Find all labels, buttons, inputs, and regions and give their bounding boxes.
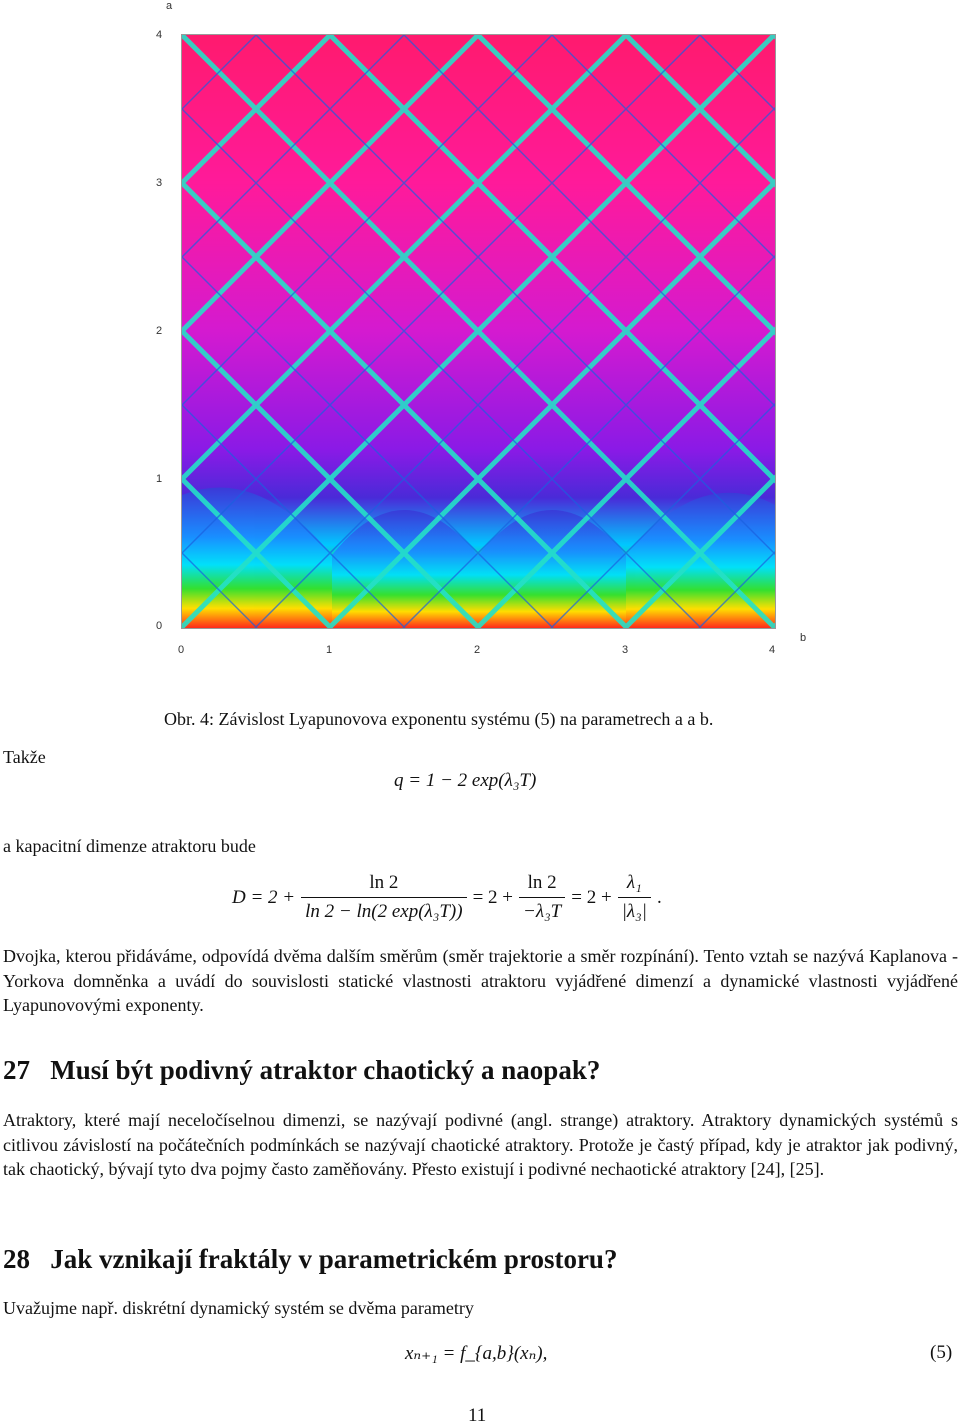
text-takze: Takže bbox=[3, 747, 46, 767]
y-tick-2: 2 bbox=[156, 325, 163, 337]
lyapunov-fractal-plot bbox=[181, 34, 776, 629]
lyapunov-fractal-svg bbox=[182, 35, 775, 628]
equation-5-label: (5) bbox=[930, 1342, 953, 1363]
eq-D-frac1-den: ln 2 − ln(2 exp(λ₃T)) bbox=[305, 901, 463, 922]
paragraph-kaplan-yorke: Dvojka, kterou přidáváme, odpovídá dvěma dalším směrům (směr trajektorie a směr rozpínání). Tento vztah se nazývá Kaplanova - Yorkova domněnka a uvádí do souvislosti statické vlastnosti atraktoru vyjádřené dimenzí a dynamické vlastnosti vyjádřené Lyapunovovými exponenty. bbox=[3, 946, 958, 1015]
x-axis-label: b bbox=[800, 632, 807, 644]
x-tick-2: 2 bbox=[474, 644, 481, 656]
eq-D-frac2 bbox=[519, 872, 565, 923]
y-tick-0: 0 bbox=[156, 620, 163, 632]
eq-D-frac3 bbox=[618, 872, 651, 923]
eq-D-frac2-num: ln 2 bbox=[519, 872, 565, 898]
section-27-heading: 27 Musí být podivný atraktor chaotický a naopak? bbox=[3, 1055, 601, 1085]
page-number: 11 bbox=[468, 1405, 487, 1426]
text-kapacitni: a kapacitní dimenze atraktoru bude bbox=[3, 836, 256, 856]
y-tick-3: 3 bbox=[156, 177, 163, 189]
equation-D bbox=[232, 872, 662, 923]
paragraph-strange-attractors: Atraktory, které mají neceločíselnou dimenzi, se nazývají podivné (angl. strange) atraktory. Atraktory dynamických systémů s citlivou závislostí na počátečních podmínkách se nazývají chaotické atraktory. Protože je častý případ, kdy je atraktor jak podivný, tak chaotický, bývají tyto dva pojmy často zaměňovány. Přesto existují i podivné nechaotické atraktory [24], [25]. bbox=[3, 1110, 958, 1179]
equation-5: xₙ₊₁ = f_{a,b}(xₙ), bbox=[405, 1343, 548, 1364]
x-tick-1: 1 bbox=[326, 644, 333, 656]
eq-D-mid2: = 2 + bbox=[571, 886, 612, 908]
x-tick-0: 0 bbox=[178, 644, 185, 656]
eq-D-frac1 bbox=[301, 872, 466, 923]
figure-caption: Obr. 4: Závislost Lyapunovova exponentu systému (5) na parametrech a a b. bbox=[164, 709, 714, 729]
eq-D-frac3-num: λ₁ bbox=[618, 872, 651, 898]
y-tick-1: 1 bbox=[156, 473, 163, 485]
section-28-heading: 28 Jak vznikají fraktály v parametrickém prostoru? bbox=[3, 1244, 618, 1274]
eq-D-lhs: D = 2 + bbox=[232, 886, 296, 908]
equation-q: q = 1 − 2 exp(λ₃T) bbox=[394, 770, 537, 791]
x-tick-4: 4 bbox=[769, 644, 776, 656]
x-tick-3: 3 bbox=[622, 644, 629, 656]
eq-D-frac3-den: |λ₃| bbox=[621, 901, 647, 922]
eq-D-frac1-num: ln 2 bbox=[301, 872, 466, 898]
eq-D-frac2-den: −λ₃T bbox=[523, 901, 562, 922]
y-tick-4: 4 bbox=[156, 29, 163, 41]
y-axis-label: a bbox=[166, 0, 173, 12]
paragraph-discrete-system: Uvažujme např. diskrétní dynamický systém se dvěma parametry bbox=[3, 1298, 474, 1318]
eq-D-end: . bbox=[656, 886, 662, 908]
eq-D-mid: = 2 + bbox=[472, 886, 514, 908]
